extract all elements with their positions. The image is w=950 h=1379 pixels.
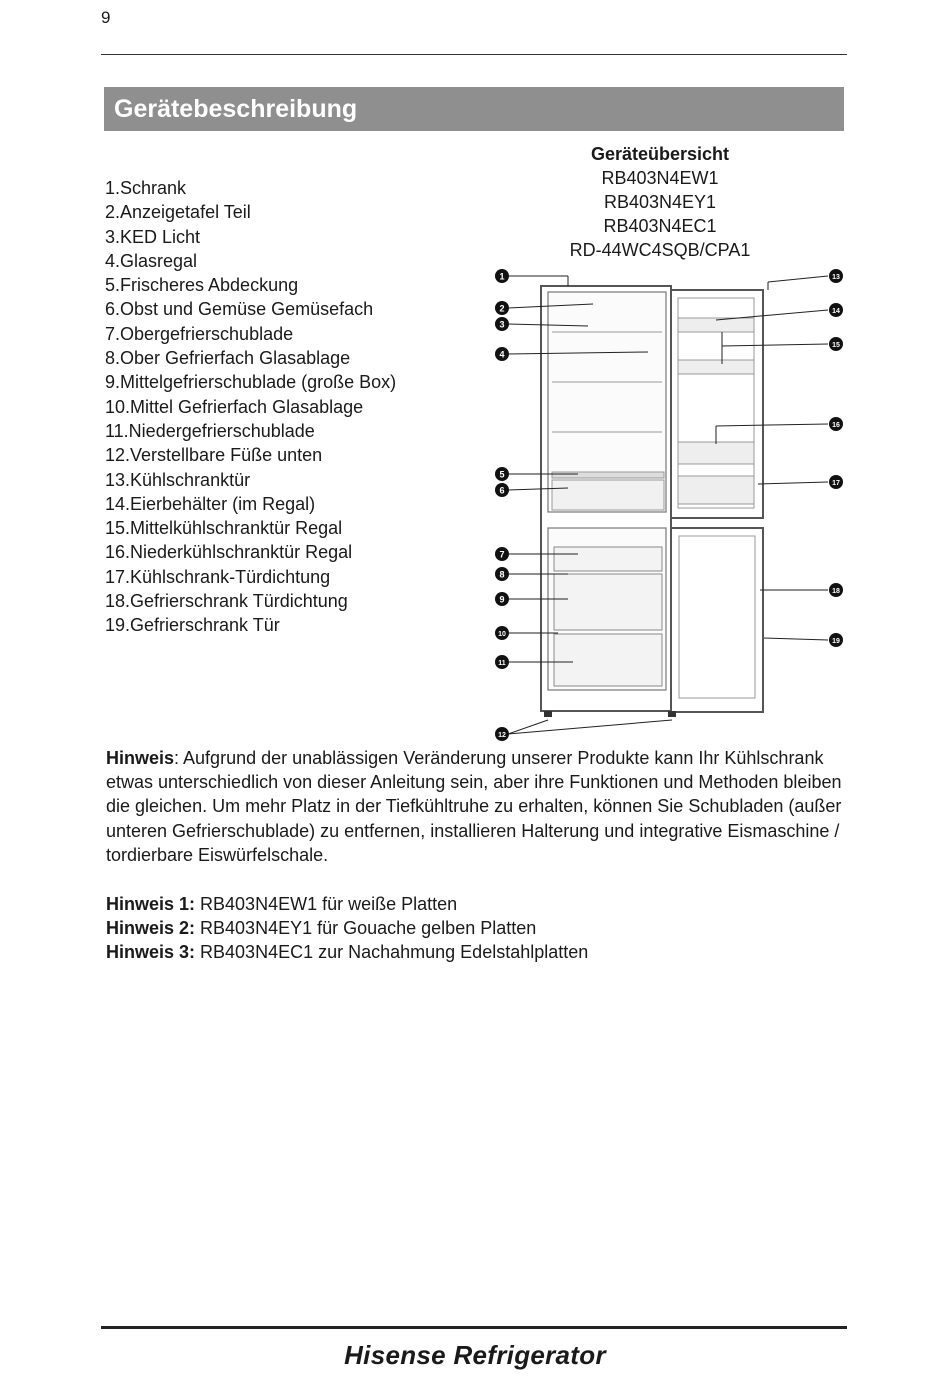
list-item: 13.Kühlschranktür bbox=[105, 469, 251, 490]
list-item: 11.Niedergefrierschublade bbox=[105, 420, 315, 441]
list-item: 12.Verstellbare Füße unten bbox=[105, 445, 323, 466]
svg-text:4: 4 bbox=[499, 349, 505, 360]
notice-text: : Aufgrund der unablässigen Veränderung unserer Produkte kann Ihr Kühlschrank etwas unterschiedlich von dieser Anleitung sein, aber ihre Funktionen und Methoden bleiben die gleichen. Um mehr Platz in der Tiefkühltruhe zu erhalten, können Sie Schubladen (außer unteren Gefrierschublade) zu entfernen, installieren Halterung und integrative Eismaschine / tordierbare Eiswürfelschale. bbox=[106, 748, 842, 865]
door-shelf bbox=[678, 442, 754, 464]
callout-badge bbox=[495, 269, 509, 283]
svg-text:11: 11 bbox=[498, 660, 506, 667]
list-item: 9.Mittelgefrierschublade (große Box) bbox=[105, 372, 397, 393]
list-item: 6.Obst und Gemüse Gemüsefach bbox=[105, 299, 374, 320]
callout-badge bbox=[829, 337, 843, 351]
section-title: Gerätebeschreibung bbox=[104, 87, 844, 131]
callout-badge bbox=[495, 467, 509, 481]
adjustable-foot bbox=[668, 711, 676, 717]
list-item: 3.KED Licht bbox=[105, 226, 201, 247]
svg-text:12: 12 bbox=[498, 732, 506, 739]
list-item: 1.Schrank bbox=[105, 178, 187, 198]
variant-note bbox=[106, 892, 588, 916]
callout-badge bbox=[495, 592, 509, 606]
list-item: 7.Obergefrierschublade bbox=[105, 323, 294, 344]
variant-text: RB403N4EW1 für weiße Platten bbox=[195, 894, 458, 914]
svg-text:10: 10 bbox=[498, 631, 506, 638]
svg-text:6: 6 bbox=[499, 485, 505, 496]
svg-text:3: 3 bbox=[499, 319, 505, 330]
svg-text:2: 2 bbox=[499, 303, 505, 314]
door-shelf bbox=[678, 476, 754, 504]
variant-note bbox=[106, 916, 588, 940]
notice-label: Hinweis bbox=[106, 748, 175, 768]
list-item: 16.Niederkühlschranktür Regal bbox=[105, 542, 353, 563]
callout-badge bbox=[829, 633, 843, 647]
callout-badge bbox=[829, 303, 843, 317]
callout-badge bbox=[495, 483, 509, 497]
parts-list bbox=[105, 176, 396, 638]
refrigerator-diagram bbox=[488, 262, 858, 742]
lower-freezer-drawer bbox=[554, 634, 662, 686]
callout-badge bbox=[829, 417, 843, 431]
list-item: 18.Gefrierschrank Türdichtung bbox=[105, 591, 348, 612]
model-number: RD-44WC4SQB/CPA1 bbox=[569, 240, 751, 260]
list-item: 2.Anzeigetafel Teil bbox=[105, 202, 251, 223]
variant-text: RB403N4EC1 zur Nachahmung Edelstahlplatten bbox=[195, 942, 589, 962]
list-item: 17.Kühlschrank-Türdichtung bbox=[105, 566, 331, 587]
list-item: 4.Glasregal bbox=[105, 250, 198, 271]
callout-badge bbox=[495, 727, 509, 741]
door-shelf bbox=[678, 318, 754, 332]
callout-badge bbox=[495, 347, 509, 361]
svg-text:15: 15 bbox=[832, 342, 840, 349]
model-number: RB403N4EW1 bbox=[601, 168, 719, 188]
svg-text:16: 16 bbox=[832, 422, 840, 429]
list-item: 14.Eierbehälter (im Regal) bbox=[105, 493, 316, 514]
header-divider bbox=[101, 54, 847, 55]
callout-badge bbox=[495, 655, 509, 669]
footer-brand: Hisense Refrigerator bbox=[344, 1340, 606, 1370]
callout-badge bbox=[495, 317, 509, 331]
svg-text:18: 18 bbox=[832, 588, 840, 595]
variant-label: Hinweis 3: bbox=[106, 942, 196, 962]
svg-text:5: 5 bbox=[499, 469, 505, 480]
door-shelf bbox=[678, 360, 754, 374]
list-item: 8.Ober Gefrierfach Glasablage bbox=[105, 348, 351, 369]
overview-title: Geräteübersicht bbox=[590, 144, 730, 164]
variant-text: RB403N4EY1 für Gouache gelben Platten bbox=[195, 918, 537, 938]
svg-text:13: 13 bbox=[832, 274, 840, 281]
list-item: 5.Frischeres Abdeckung bbox=[105, 275, 299, 296]
svg-text:14: 14 bbox=[832, 308, 840, 315]
callout-badge bbox=[495, 567, 509, 581]
model-number: RB403N4EC1 bbox=[603, 216, 717, 236]
callout-badge bbox=[495, 547, 509, 561]
variant-label: Hinweis 1: bbox=[106, 894, 196, 914]
list-item: 15.Mittelkühlschranktür Regal bbox=[105, 518, 343, 539]
callout-badge bbox=[495, 626, 509, 640]
middle-freezer-drawer bbox=[554, 574, 662, 630]
callout-badge bbox=[495, 301, 509, 315]
svg-text:19: 19 bbox=[832, 638, 840, 645]
svg-text:17: 17 bbox=[832, 480, 840, 487]
list-item: 10.Mittel Gefrierfach Glasablage bbox=[105, 396, 364, 417]
variant-label: Hinweis 2: bbox=[106, 918, 196, 938]
page-number: 9 bbox=[101, 8, 111, 27]
svg-text:9: 9 bbox=[499, 594, 505, 605]
svg-text:8: 8 bbox=[499, 569, 505, 580]
freezer-door bbox=[671, 528, 763, 712]
notice-paragraph bbox=[106, 746, 866, 867]
device-overview bbox=[520, 142, 800, 262]
model-number: RB403N4EY1 bbox=[603, 192, 717, 212]
upper-freezer-drawer bbox=[554, 547, 662, 571]
list-item: 19.Gefrierschrank Tür bbox=[105, 615, 280, 636]
footer-divider bbox=[101, 1326, 847, 1329]
variant-notes bbox=[106, 892, 588, 964]
callout-badge bbox=[829, 269, 843, 283]
svg-text:7: 7 bbox=[499, 549, 505, 560]
callout-badge bbox=[829, 583, 843, 597]
callout-badge bbox=[829, 475, 843, 489]
adjustable-foot bbox=[544, 711, 552, 717]
svg-text:1: 1 bbox=[499, 271, 505, 282]
crisper-drawer bbox=[552, 480, 664, 510]
variant-note bbox=[106, 940, 588, 964]
crisper-cover bbox=[552, 472, 664, 478]
